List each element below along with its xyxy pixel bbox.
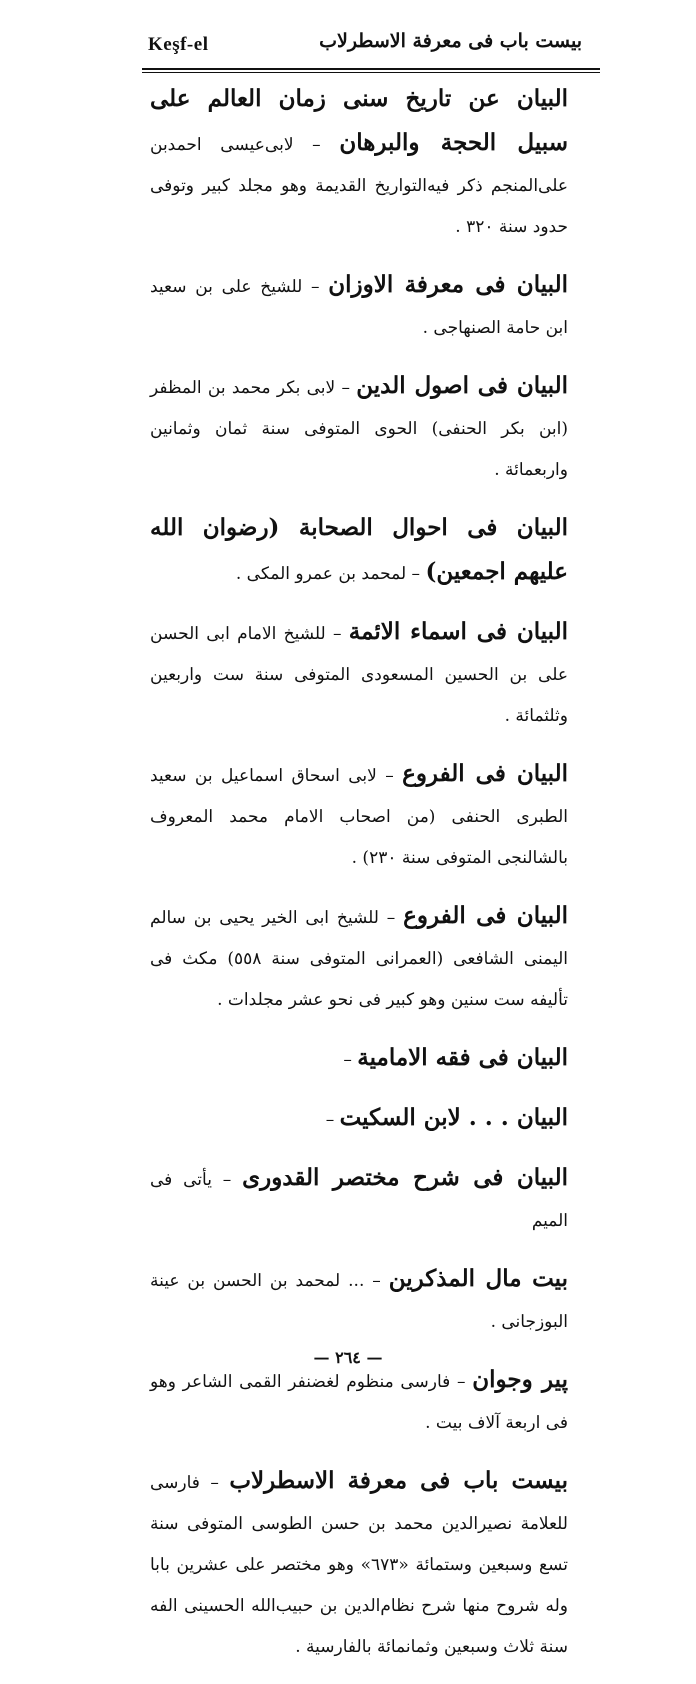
- entry-description: – لابى اسحاق اسماعيل بن سعيد الطبرى الحنفى (من اصحاب الامام محمد المعروف بالشالنجى المتوفى سنة ٢٣٠) .: [150, 766, 568, 868]
- entry-description: – لابى بكر محمد بن المظفر (ابن بكر الحنفى) الحوى المتوفى سنة ثمان وثمانين واربعمائة .: [150, 378, 568, 480]
- entry-term: بيت مال المذكرين: [388, 1265, 569, 1292]
- entry: [150, 365, 568, 491]
- entry-description: – للشيخ على بن سعيد ابن حامة الصنهاجى .: [150, 277, 568, 338]
- entry-term: البيان فى اصول الدين: [356, 372, 568, 399]
- entry-description: – فارسى للعلامة نصيرالدين محمد بن حسن الطوسى المتوفى سنة تسع وسبعين وستمائة «٦٧٣» وهو مختصر على عشرين بابا وله شروح منها شرح نظام‌الدين بن حبيب‌الله الحسينى الفه سنة ثلاث وسبعين وثمانمائة بالفارسية .: [150, 1473, 568, 1657]
- entry-term: بيست باب فى معرفة الاسطرلاب: [229, 1467, 568, 1494]
- entry: [150, 1097, 568, 1141]
- entry-term: البيان فى اسماء الائمة: [348, 618, 568, 645]
- entry: [150, 1460, 568, 1668]
- entry-term: البيان فى احوال الصحابة (رضوان الله عليهم اجمعين): [150, 514, 568, 585]
- entry-term: البيان فى شرح مختصر القدورى: [242, 1164, 568, 1191]
- entry-term: البيان . . . لابن السكيت: [339, 1104, 568, 1131]
- entry-description: –: [343, 1050, 358, 1070]
- entry-term: پير وجوان: [472, 1366, 568, 1393]
- entry-description: –: [325, 1110, 340, 1130]
- entry: [150, 1037, 568, 1081]
- entry: [150, 507, 568, 595]
- header-right: بيست باب فى معرفة الاسطرلاب: [319, 30, 582, 52]
- entry-description: – ... لمحمد بن الحسن بن عينة البوزجانى .: [150, 1271, 568, 1332]
- entry: [150, 1157, 568, 1242]
- entry-description: – لمحمد بن عمرو المكى .: [235, 564, 426, 584]
- entry: [150, 78, 568, 248]
- entry: [150, 611, 568, 737]
- entry-term: البيان عن تاريخ سنى زمان العالم على سبيل الحجة والبرهان: [150, 85, 568, 156]
- entries-body: [150, 78, 568, 1684]
- header-left: Keşf-el: [148, 34, 209, 55]
- entry: [150, 264, 568, 349]
- entry-term: البيان فى الفروع: [402, 760, 568, 787]
- entry-term: البيان فى الفروع: [403, 902, 568, 929]
- entry-description: – للشيخ الامام ابى الحسن على بن الحسين المسعودى المتوفى سنة ست واربعين وثلثمائة .: [150, 624, 568, 726]
- page-number: — ٢٦٤ —: [313, 1348, 383, 1367]
- entry: [150, 753, 568, 879]
- entry: [150, 895, 568, 1021]
- header-divider: [142, 68, 600, 73]
- entry-description: – فارسى منظوم لغضنفر القمى الشاعر وهو فى اربعة آلاف بيت .: [150, 1372, 568, 1433]
- entry-description: – لابى‌عيسى احمدبن على‌المنجم ذكر فيه‌التواريخ القديمة وهو مجلد كبير وتوفى حدود سنة ٣٢٠ .: [150, 135, 568, 237]
- entry-description: – للشيخ ابى الخير يحيى بن سالم اليمنى الشافعى (العمرانى المتوفى سنة ٥٥٨) مكث فى تأليفه ست سنين وهو كبير فى نحو عشر مجلدات .: [150, 908, 568, 1010]
- entry-term: البيان فى فقه الامامية: [357, 1044, 568, 1071]
- entry-description: – يأتى فى الميم: [150, 1170, 568, 1231]
- entry: [150, 1258, 568, 1343]
- running-header: [142, 30, 600, 70]
- entry-term: البيان فى معرفة الاوزان: [328, 271, 568, 298]
- entry: [150, 1359, 568, 1444]
